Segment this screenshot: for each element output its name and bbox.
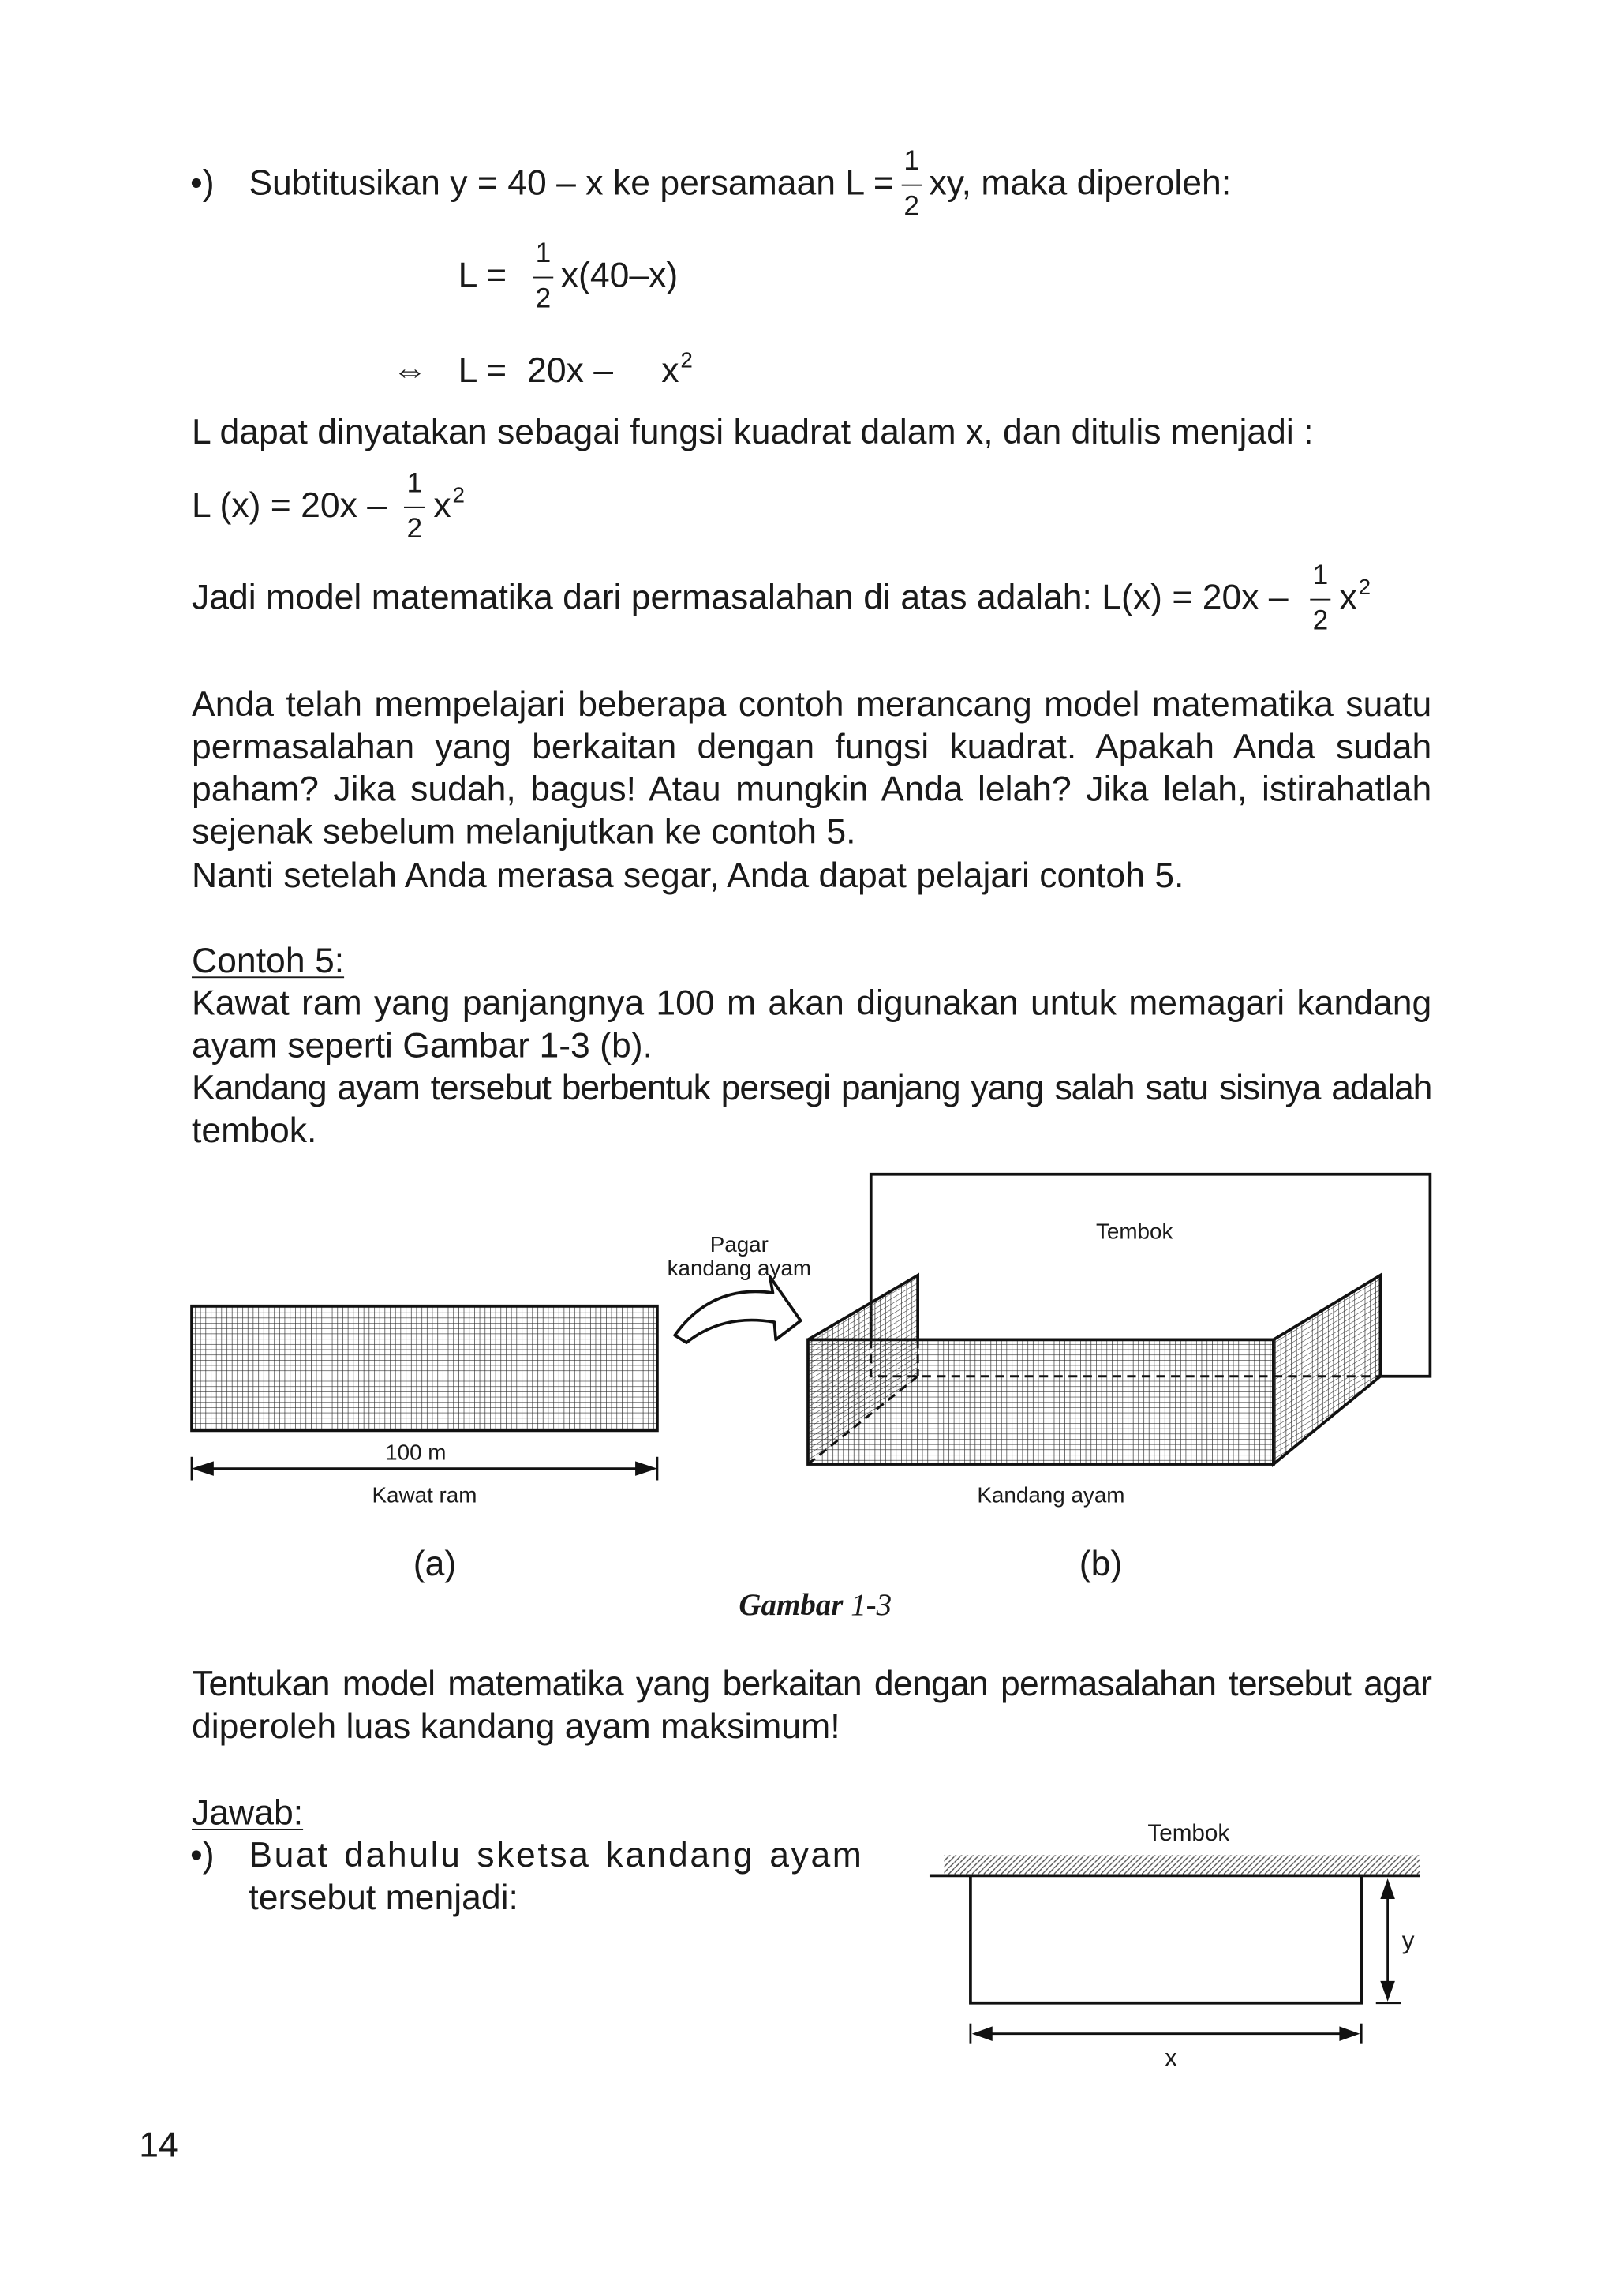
equation-2-rhs: 20x – [527,351,614,391]
fraction-denominator: 2 [535,283,552,315]
equation-1 [458,238,679,315]
wire-length-label: 100 m [385,1440,447,1465]
answer-heading: Jawab: [192,1793,304,1833]
sketch-wall-label: Tembok [1147,1819,1230,1846]
substitution-bullet: •) [190,163,215,204]
problem-line: Kandang ayam tersebut berbentuk persegi panjang yang salah satu sisinya adalah [192,1069,1432,1109]
fraction-denominator: 2 [903,192,919,223]
subfigure-label-a: (a) [413,1545,457,1584]
answer-line: tersebut menjadi: [249,1878,518,1919]
fraction-bar [533,277,554,279]
reflection-line: sejenak sebelum melanjutkan ke contoh 5. [192,812,856,852]
wire-mesh-sheet [192,1306,657,1431]
function-definition [192,468,466,545]
width-label: x [1165,2043,1177,2072]
figure-wire-and-coop [176,1157,1450,1589]
equation-2 [458,348,693,394]
fraction-numerator: 1 [535,238,552,270]
equation-2-exponent: 2 [680,348,693,374]
function-definition-variable: x [433,485,451,526]
conclusion-exponent: 2 [1358,575,1371,601]
fraction-bar [1310,599,1330,601]
arrowhead-left-icon [972,2026,993,2041]
equation-1-lhs: L = [458,256,507,296]
problem-line: Kawat ram yang panjangnya 100 m akan digunakan untuk memagari kandang [192,983,1432,1024]
question-line: diperoleh luas kandang ayam maksimum! [192,1707,840,1747]
conclusion-variable: x [1339,578,1357,618]
fraction-denominator: 2 [406,514,423,545]
answer-bullet: •) [190,1836,215,1876]
example-heading: Contoh 5: [192,941,345,981]
equation-2-lhs: L = [458,351,507,391]
problem-line: ayam seperti Gambar 1-3 (b). [192,1026,653,1066]
half-fraction [402,468,426,545]
fraction-numerator: 1 [903,146,919,178]
wall-label: Tembok [1095,1219,1173,1244]
fraction-bar [404,507,425,508]
height-label: y [1401,1926,1415,1955]
reflection-line: paham? Jika sudah, bagus! Atau mungkin Anda lelah? Jika lelah, istirahatlah [192,770,1432,810]
answer-line: Buat dahulu sketsa kandang ayam [249,1836,864,1876]
figure-caption [669,1587,962,1623]
substitution-text-after: xy, maka diperoleh: [929,163,1232,204]
substitution-step [249,146,1232,223]
equation-1-rhs: x(40–x) [560,256,679,296]
height-dimension [1376,1878,1401,2003]
arrowhead-right-icon [635,1461,657,1476]
fraction-numerator: 1 [406,468,423,500]
statement-text: L dapat dinyatakan sebagai fungsi kuadrat dalam x, dan ditulis menjadi : [192,413,1314,453]
coop-rectangle [971,1875,1361,2002]
arrowhead-down-icon [1380,1981,1395,2002]
reflection-line: Nanti setelah Anda merasa segar, Anda dapat pelajari contoh 5. [192,856,1184,897]
equivalence-symbol: ⇔ [392,351,428,391]
arrow-label-line-1: Pagar [709,1232,769,1257]
arrowhead-up-icon [1380,1878,1395,1899]
width-dimension [971,2024,1361,2044]
question-line: Tentukan model matematika yang berkaitan dengan permasalahan tersebut agar [192,1665,1432,1705]
conclusion-text: Jadi model matematika dari permasalahan di atas adalah: L(x) = 20x – [192,578,1289,618]
substitution-text: Subtitusikan y = 40 – x ke persamaan L = [249,163,894,204]
function-definition-exponent: 2 [452,483,466,508]
wall-hatching [945,1855,1420,1874]
coop-label: Kandang ayam [977,1482,1125,1508]
half-fraction [900,146,923,223]
arrow-label-line-2: kandang ayam [667,1255,812,1280]
coop-sketch [915,1813,1442,2077]
caption-word: Gambar [739,1586,844,1623]
coop-front-panel [808,1339,1274,1464]
subfigure-label-b: (b) [1079,1545,1123,1584]
reflection-line: Anda telah mempelajari beberapa contoh merancang model matematika suatu [192,685,1432,725]
coop-right-panel [1274,1275,1380,1464]
equation-2-variable: x [661,351,679,391]
half-fraction [1309,560,1333,637]
arrowhead-right-icon [1339,2026,1360,2041]
function-definition-lhs: L (x) = 20x – [192,485,387,526]
problem-line: tembok. [192,1111,317,1152]
half-fraction [532,238,556,315]
arrowhead-left-icon [192,1461,214,1476]
fraction-denominator: 2 [1312,605,1329,637]
reflection-line: permasalahan yang berkaitan dengan fungsi kuadrat. Apakah Anda sudah [192,727,1432,768]
curved-arrow-icon [675,1277,801,1343]
fraction-bar [901,185,922,186]
page-number: 14 [139,2126,178,2166]
caption-number: 1-3 [851,1586,892,1623]
fraction-numerator: 1 [1312,560,1329,592]
wire-label: Kawat ram [372,1482,477,1508]
conclusion [192,560,1371,637]
